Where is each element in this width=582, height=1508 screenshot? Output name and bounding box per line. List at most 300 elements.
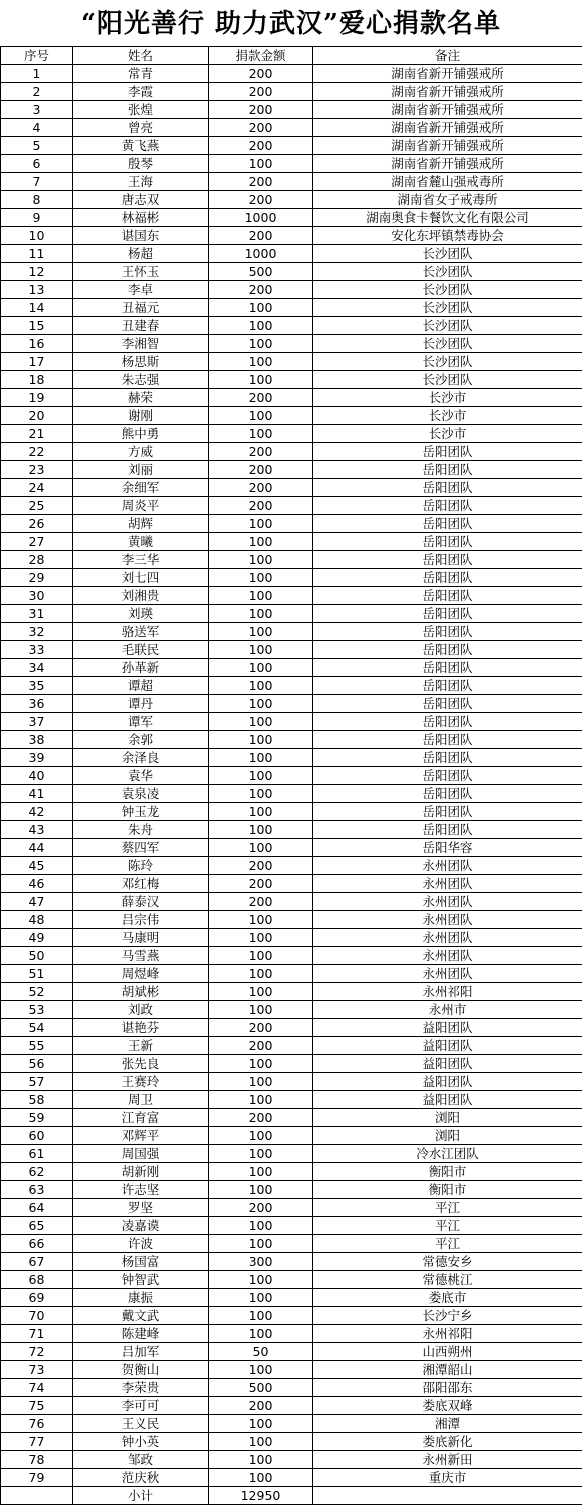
- cell-amount: 100: [209, 1091, 313, 1109]
- cell-no: 76: [1, 1415, 73, 1433]
- cell-no: 41: [1, 785, 73, 803]
- cell-note: 岳阳团队: [313, 623, 582, 641]
- cell-name: 丑建春: [73, 317, 209, 335]
- header-note: 备注: [313, 47, 582, 65]
- cell-no: 2: [1, 83, 73, 101]
- table-row: [1, 1145, 582, 1163]
- table-row: [1, 1109, 582, 1127]
- cell-amount: 100: [209, 1055, 313, 1073]
- cell-note: 安化东坪镇禁毒协会: [313, 227, 582, 245]
- cell-note: 岳阳团队: [313, 605, 582, 623]
- cell-note: 岳阳团队: [313, 515, 582, 533]
- cell-no: 65: [1, 1217, 73, 1235]
- cell-note: 岳阳团队: [313, 551, 582, 569]
- cell-no: 5: [1, 137, 73, 155]
- cell-name: 戴文武: [73, 1307, 209, 1325]
- cell-amount: 100: [209, 1073, 313, 1091]
- cell-amount: 100: [209, 1271, 313, 1289]
- table-row: [1, 263, 582, 281]
- cell-name: 李可可: [73, 1397, 209, 1415]
- cell-amount: 200: [209, 1019, 313, 1037]
- cell-no: 32: [1, 623, 73, 641]
- cell-name: 范庆秋: [73, 1469, 209, 1487]
- cell-note: 岳阳团队: [313, 443, 582, 461]
- cell-note: 岳阳团队: [313, 659, 582, 677]
- cell-amount: 100: [209, 821, 313, 839]
- cell-no: 7: [1, 173, 73, 191]
- cell-no: 59: [1, 1109, 73, 1127]
- cell-note: 湘潭: [313, 1415, 582, 1433]
- table-row: [1, 785, 582, 803]
- cell-name: 黄飞燕: [73, 137, 209, 155]
- cell-amount: 100: [209, 515, 313, 533]
- table-row: [1, 281, 582, 299]
- table-row: [1, 1055, 582, 1073]
- table-row: [1, 299, 582, 317]
- cell-note: 常德桃江: [313, 1271, 582, 1289]
- table-row: [1, 1379, 582, 1397]
- cell-name: 陈建峰: [73, 1325, 209, 1343]
- header-amount: 捐款金额: [209, 47, 313, 65]
- cell-no: 8: [1, 191, 73, 209]
- table-row: [1, 947, 582, 965]
- cell-note: 岳阳团队: [313, 713, 582, 731]
- cell-amount: 500: [209, 1379, 313, 1397]
- cell-note: 长沙团队: [313, 353, 582, 371]
- cell-no: 60: [1, 1127, 73, 1145]
- cell-amount: 500: [209, 263, 313, 281]
- cell-note: 岳阳团队: [313, 497, 582, 515]
- cell-note: 益阳团队: [313, 1019, 582, 1037]
- cell-amount: 100: [209, 1469, 313, 1487]
- cell-note: 永州团队: [313, 893, 582, 911]
- cell-note: 湘潭韶山: [313, 1361, 582, 1379]
- cell-note: 岳阳团队: [313, 785, 582, 803]
- cell-note: 平江: [313, 1217, 582, 1235]
- cell-amount: 100: [209, 551, 313, 569]
- cell-no: 47: [1, 893, 73, 911]
- cell-amount: 1000: [209, 209, 313, 227]
- cell-note: 岳阳团队: [313, 677, 582, 695]
- cell-name: 王海: [73, 173, 209, 191]
- table-row: [1, 119, 582, 137]
- cell-no: 67: [1, 1253, 73, 1271]
- cell-no: 37: [1, 713, 73, 731]
- cell-amount: 200: [209, 101, 313, 119]
- cell-no: 50: [1, 947, 73, 965]
- cell-note: 永州团队: [313, 857, 582, 875]
- cell-amount: 200: [209, 389, 313, 407]
- cell-name: 钟智武: [73, 1271, 209, 1289]
- cell-name: 王义民: [73, 1415, 209, 1433]
- cell-note: 长沙团队: [313, 263, 582, 281]
- table-row: [1, 1361, 582, 1379]
- cell-name: 薛泰汉: [73, 893, 209, 911]
- cell-name: 谭丹: [73, 695, 209, 713]
- table-row: [1, 1397, 582, 1415]
- cell-note: 冷水江团队: [313, 1145, 582, 1163]
- cell-note: 岳阳团队: [313, 695, 582, 713]
- cell-name: 孙革新: [73, 659, 209, 677]
- total-row: [1, 1487, 582, 1505]
- cell-note: 岳阳华容: [313, 839, 582, 857]
- cell-no: 62: [1, 1163, 73, 1181]
- cell-note: 永州祁阳: [313, 1325, 582, 1343]
- cell-amount: 100: [209, 749, 313, 767]
- cell-note: 益阳团队: [313, 1037, 582, 1055]
- table-row: [1, 983, 582, 1001]
- cell-note: 湖南省麓山强戒毒所: [313, 173, 582, 191]
- cell-amount: 100: [209, 1145, 313, 1163]
- cell-name: 刘七四: [73, 569, 209, 587]
- table-row: [1, 929, 582, 947]
- cell-amount: 100: [209, 839, 313, 857]
- cell-note: 岳阳团队: [313, 587, 582, 605]
- cell-no: 10: [1, 227, 73, 245]
- cell-no: 75: [1, 1397, 73, 1415]
- cell-amount: 100: [209, 929, 313, 947]
- table-row: [1, 353, 582, 371]
- cell-name: 林福彬: [73, 209, 209, 227]
- cell-no: 26: [1, 515, 73, 533]
- table-row: [1, 1433, 582, 1451]
- table-row: [1, 695, 582, 713]
- table-row: [1, 65, 582, 83]
- cell-no: 11: [1, 245, 73, 263]
- cell-no: 61: [1, 1145, 73, 1163]
- cell-note: 长沙团队: [313, 371, 582, 389]
- table-row: [1, 1289, 582, 1307]
- table-row: [1, 623, 582, 641]
- cell-amount: 100: [209, 1217, 313, 1235]
- cell-name: 方威: [73, 443, 209, 461]
- total-label: 小计: [73, 1487, 209, 1505]
- cell-note: 平江: [313, 1199, 582, 1217]
- cell-name: 张先良: [73, 1055, 209, 1073]
- cell-no: 28: [1, 551, 73, 569]
- table-row: [1, 461, 582, 479]
- cell-name: 谢刚: [73, 407, 209, 425]
- cell-note: 重庆市: [313, 1469, 582, 1487]
- table-row: [1, 1253, 582, 1271]
- cell-note: 永州团队: [313, 929, 582, 947]
- cell-amount: 100: [209, 1451, 313, 1469]
- cell-note: 湖南省新开铺强戒所: [313, 101, 582, 119]
- cell-name: 周煜峰: [73, 965, 209, 983]
- cell-name: 刘湘贵: [73, 587, 209, 605]
- cell-no: 18: [1, 371, 73, 389]
- cell-name: 贺衡山: [73, 1361, 209, 1379]
- total-note-cell: [313, 1487, 582, 1505]
- cell-amount: 200: [209, 893, 313, 911]
- cell-no: 72: [1, 1343, 73, 1361]
- cell-name: 袁华: [73, 767, 209, 785]
- table-row: [1, 191, 582, 209]
- cell-amount: 200: [209, 857, 313, 875]
- cell-name: 蔡四军: [73, 839, 209, 857]
- table-row: [1, 839, 582, 857]
- cell-note: 岳阳团队: [313, 461, 582, 479]
- cell-no: 74: [1, 1379, 73, 1397]
- cell-amount: 200: [209, 281, 313, 299]
- cell-amount: 200: [209, 119, 313, 137]
- cell-amount: 200: [209, 1199, 313, 1217]
- cell-no: 79: [1, 1469, 73, 1487]
- cell-no: 53: [1, 1001, 73, 1019]
- cell-amount: 100: [209, 1307, 313, 1325]
- table-row: [1, 1037, 582, 1055]
- cell-no: 73: [1, 1361, 73, 1379]
- cell-name: 赫荣: [73, 389, 209, 407]
- cell-name: 李三华: [73, 551, 209, 569]
- table-row: [1, 155, 582, 173]
- cell-name: 毛联民: [73, 641, 209, 659]
- cell-note: 永州市: [313, 1001, 582, 1019]
- cell-amount: 100: [209, 317, 313, 335]
- table-row: [1, 965, 582, 983]
- cell-name: 邓红梅: [73, 875, 209, 893]
- cell-amount: 100: [209, 641, 313, 659]
- donation-table: [0, 46, 582, 1505]
- cell-amount: 100: [209, 965, 313, 983]
- cell-no: 46: [1, 875, 73, 893]
- cell-amount: 100: [209, 1361, 313, 1379]
- cell-name: 黄曦: [73, 533, 209, 551]
- cell-no: 30: [1, 587, 73, 605]
- cell-no: 19: [1, 389, 73, 407]
- cell-amount: 100: [209, 695, 313, 713]
- table-row: [1, 605, 582, 623]
- cell-amount: 200: [209, 479, 313, 497]
- cell-note: 娄底新化: [313, 1433, 582, 1451]
- cell-amount: 100: [209, 659, 313, 677]
- cell-name: 江育富: [73, 1109, 209, 1127]
- table-row: [1, 677, 582, 695]
- cell-amount: 100: [209, 353, 313, 371]
- cell-no: 49: [1, 929, 73, 947]
- cell-name: 袁泉凌: [73, 785, 209, 803]
- cell-note: 岳阳团队: [313, 569, 582, 587]
- cell-name: 李荣贵: [73, 1379, 209, 1397]
- cell-no: 77: [1, 1433, 73, 1451]
- cell-note: 永州团队: [313, 947, 582, 965]
- table-row: [1, 497, 582, 515]
- table-row: [1, 1163, 582, 1181]
- cell-no: 52: [1, 983, 73, 1001]
- table-row: [1, 137, 582, 155]
- table-row: [1, 371, 582, 389]
- cell-no: 63: [1, 1181, 73, 1199]
- table-row: [1, 569, 582, 587]
- page-title: “阳光善行 助力武汉”爱心捐款名单: [81, 9, 501, 39]
- cell-note: 衡阳市: [313, 1163, 582, 1181]
- cell-amount: 100: [209, 605, 313, 623]
- table-row: [1, 1019, 582, 1037]
- cell-name: 谭军: [73, 713, 209, 731]
- cell-amount: 100: [209, 1001, 313, 1019]
- cell-name: 骆送军: [73, 623, 209, 641]
- table-row: [1, 227, 582, 245]
- cell-note: 衡阳市: [313, 1181, 582, 1199]
- cell-no: 57: [1, 1073, 73, 1091]
- cell-amount: 100: [209, 1181, 313, 1199]
- cell-note: 长沙市: [313, 425, 582, 443]
- cell-name: 朱志强: [73, 371, 209, 389]
- cell-note: 岳阳团队: [313, 641, 582, 659]
- cell-note: 岳阳团队: [313, 767, 582, 785]
- cell-amount: 100: [209, 371, 313, 389]
- cell-no: 45: [1, 857, 73, 875]
- cell-name: 吕加军: [73, 1343, 209, 1361]
- cell-name: 许波: [73, 1235, 209, 1253]
- cell-note: 浏阳: [313, 1127, 582, 1145]
- cell-no: 38: [1, 731, 73, 749]
- cell-note: 岳阳团队: [313, 479, 582, 497]
- cell-amount: 200: [209, 173, 313, 191]
- cell-no: 44: [1, 839, 73, 857]
- cell-note: 长沙市: [313, 389, 582, 407]
- cell-note: 平江: [313, 1235, 582, 1253]
- cell-name: 钟玉龙: [73, 803, 209, 821]
- cell-amount: 300: [209, 1253, 313, 1271]
- cell-name: 杨超: [73, 245, 209, 263]
- cell-name: 常青: [73, 65, 209, 83]
- table-row: [1, 659, 582, 677]
- cell-no: 54: [1, 1019, 73, 1037]
- cell-amount: 50: [209, 1343, 313, 1361]
- header-no: 序号: [1, 47, 73, 65]
- cell-no: 48: [1, 911, 73, 929]
- cell-note: 长沙团队: [313, 317, 582, 335]
- cell-note: 岳阳团队: [313, 821, 582, 839]
- cell-name: 陈玲: [73, 857, 209, 875]
- cell-note: 永州新田: [313, 1451, 582, 1469]
- cell-name: 杨思斯: [73, 353, 209, 371]
- cell-name: 王怀玉: [73, 263, 209, 281]
- cell-no: 4: [1, 119, 73, 137]
- table-row: [1, 425, 582, 443]
- cell-note: 湖南奥食卡餐饮文化有限公司: [313, 209, 582, 227]
- cell-name: 刘瑛: [73, 605, 209, 623]
- table-row: [1, 209, 582, 227]
- cell-amount: 200: [209, 443, 313, 461]
- cell-no: 21: [1, 425, 73, 443]
- cell-note: 长沙市: [313, 407, 582, 425]
- cell-no: 23: [1, 461, 73, 479]
- cell-no: 3: [1, 101, 73, 119]
- table-row: [1, 1235, 582, 1253]
- table-row: [1, 1073, 582, 1091]
- cell-amount: 100: [209, 947, 313, 965]
- table-row: [1, 1127, 582, 1145]
- table-row: [1, 1181, 582, 1199]
- cell-note: 岳阳团队: [313, 731, 582, 749]
- cell-name: 殷琴: [73, 155, 209, 173]
- cell-amount: 100: [209, 1415, 313, 1433]
- cell-name: 胡新刚: [73, 1163, 209, 1181]
- cell-no: 56: [1, 1055, 73, 1073]
- cell-name: 吕宗伟: [73, 911, 209, 929]
- cell-no: 31: [1, 605, 73, 623]
- cell-no: 20: [1, 407, 73, 425]
- cell-no: 27: [1, 533, 73, 551]
- cell-note: 永州团队: [313, 965, 582, 983]
- table-row: [1, 857, 582, 875]
- cell-note: 岳阳团队: [313, 803, 582, 821]
- cell-name: 李霞: [73, 83, 209, 101]
- cell-name: 邹政: [73, 1451, 209, 1469]
- cell-amount: 200: [209, 1037, 313, 1055]
- cell-note: 湖南省新开铺强戒所: [313, 155, 582, 173]
- cell-name: 马雪燕: [73, 947, 209, 965]
- cell-note: 邵阳邵东: [313, 1379, 582, 1397]
- cell-amount: 100: [209, 911, 313, 929]
- cell-no: 66: [1, 1235, 73, 1253]
- cell-name: 李卓: [73, 281, 209, 299]
- header-row: [1, 47, 582, 65]
- cell-name: 周卫: [73, 1091, 209, 1109]
- cell-name: 胡斌彬: [73, 983, 209, 1001]
- cell-amount: 100: [209, 155, 313, 173]
- cell-no: 43: [1, 821, 73, 839]
- cell-name: 刘政: [73, 1001, 209, 1019]
- table-row: [1, 245, 582, 263]
- cell-amount: 100: [209, 1235, 313, 1253]
- cell-no: 24: [1, 479, 73, 497]
- table-row: [1, 83, 582, 101]
- cell-note: 娄底市: [313, 1289, 582, 1307]
- table-row: [1, 713, 582, 731]
- cell-note: 湖南省新开铺强戒所: [313, 119, 582, 137]
- cell-name: 熊中勇: [73, 425, 209, 443]
- cell-no: 9: [1, 209, 73, 227]
- table-row: [1, 443, 582, 461]
- cell-no: 69: [1, 1289, 73, 1307]
- cell-name: 余泽良: [73, 749, 209, 767]
- cell-no: 13: [1, 281, 73, 299]
- cell-amount: 100: [209, 1433, 313, 1451]
- cell-name: 唐志双: [73, 191, 209, 209]
- cell-note: 长沙团队: [313, 245, 582, 263]
- cell-no: 58: [1, 1091, 73, 1109]
- cell-name: 朱舟: [73, 821, 209, 839]
- table-row: [1, 893, 582, 911]
- cell-note: 永州团队: [313, 875, 582, 893]
- table-row: [1, 1451, 582, 1469]
- cell-amount: 200: [209, 191, 313, 209]
- cell-note: 永州团队: [313, 911, 582, 929]
- table-row: [1, 1307, 582, 1325]
- table-row: [1, 641, 582, 659]
- cell-note: 长沙团队: [313, 281, 582, 299]
- cell-note: 长沙团队: [313, 335, 582, 353]
- cell-amount: 100: [209, 1289, 313, 1307]
- total-amount: 12950: [209, 1487, 313, 1505]
- cell-name: 周国强: [73, 1145, 209, 1163]
- table-row: [1, 731, 582, 749]
- cell-note: 长沙宁乡: [313, 1307, 582, 1325]
- cell-name: 余郭: [73, 731, 209, 749]
- cell-amount: 100: [209, 335, 313, 353]
- cell-amount: 1000: [209, 245, 313, 263]
- cell-amount: 100: [209, 407, 313, 425]
- total-no-cell: [1, 1487, 73, 1505]
- cell-note: 浏阳: [313, 1109, 582, 1127]
- cell-no: 22: [1, 443, 73, 461]
- cell-name: 许志坚: [73, 1181, 209, 1199]
- cell-no: 64: [1, 1199, 73, 1217]
- cell-name: 谭超: [73, 677, 209, 695]
